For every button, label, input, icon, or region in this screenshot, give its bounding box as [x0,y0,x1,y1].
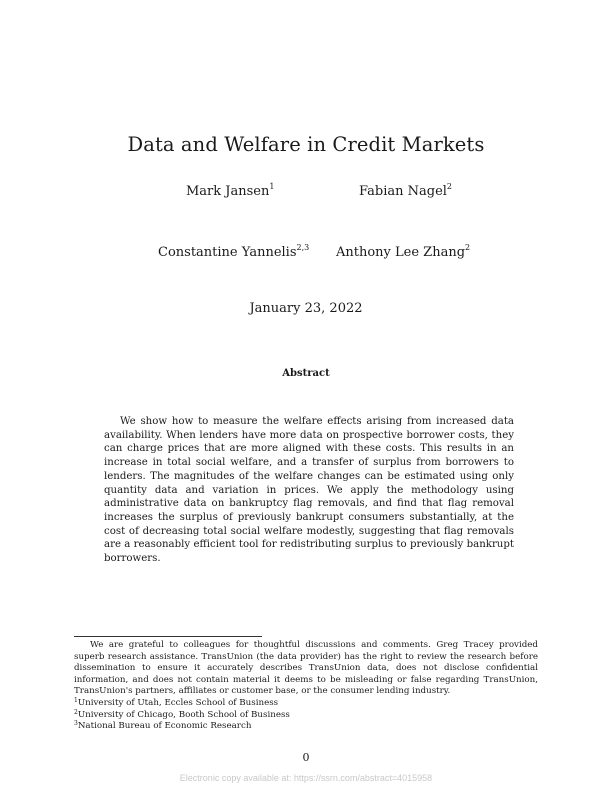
author-name: Fabian Nagel [359,184,447,199]
affiliation-text: National Bureau of Economic Research [77,721,252,732]
affiliation-text: University of Utah, Eccles School of Business [77,697,279,708]
page-number: 0 [302,751,310,764]
paper-date: January 23, 2022 [249,301,363,316]
author-affiliation-mark: 2 [446,182,453,191]
author-constantine-yannelis [158,245,309,260]
ssrn-footer-link[interactable]: Electronic copy available at: https://ssrn.com/abstract=4015958 [179,773,433,783]
footnote-mark: 2 [74,708,78,716]
author-affiliation-mark: 2,3 [296,243,310,252]
abstract-heading: Abstract [282,368,330,379]
acknowledgement-footnote: We are grateful to colleagues for thoughtful discussions and comments. Greg Tracey provided superb research assistance. TransUnion (the data provider) has the right to review the research before dissemination to ensure it accurately describes TransUnion data, does not disclose confidential information, and does not contain material it deems to be misleading or false regarding TransUnion, TransUnion's partners, affiliates or customer base, or the consumer lending industry. [74,640,538,697]
paper-title: Data and Welfare in Credit Markets [127,133,485,156]
affiliation-footnote [74,710,538,722]
author-affiliation-mark: 2 [465,243,471,252]
affiliation-footnote [74,721,538,733]
author-name: Anthony Lee Zhang [336,245,466,260]
author-name: Constantine Yannelis [158,245,297,260]
author-anthony-lee-zhang [336,245,470,260]
author-name: Mark Jansen [186,184,270,199]
affiliation-footnote [74,698,538,710]
footnote-mark: 1 [74,696,78,704]
footnotes [74,640,538,733]
author-fabian-nagel [359,184,452,199]
affiliation-text: University of Chicago, Booth School of Business [77,709,290,720]
footnote-mark: 3 [74,720,78,728]
author-affiliation-mark: 1 [269,182,275,191]
author-mark-jansen [186,184,274,199]
footnote-divider [74,636,262,637]
abstract-text: We show how to measure the welfare effects arising from increased data availability. When lenders have more data on prospective borrower costs, they can charge prices that are more aligned with these costs. This results in an increase in total social welfare, and a transfer of surplus from borrowers to lenders. The magnitudes of the welfare changes can be estimated using only quantity data and variation in prices. We apply the methodology using administrative data on bankruptcy flag removals, and find that flag removal increases the surplus of previously bankrupt consumers substantially, at the cost of decreasing total social welfare modestly, suggesting that flag removals are a reasonably efficient tool for redistributing surplus to previously bankrupt borrowers. [104,416,514,565]
